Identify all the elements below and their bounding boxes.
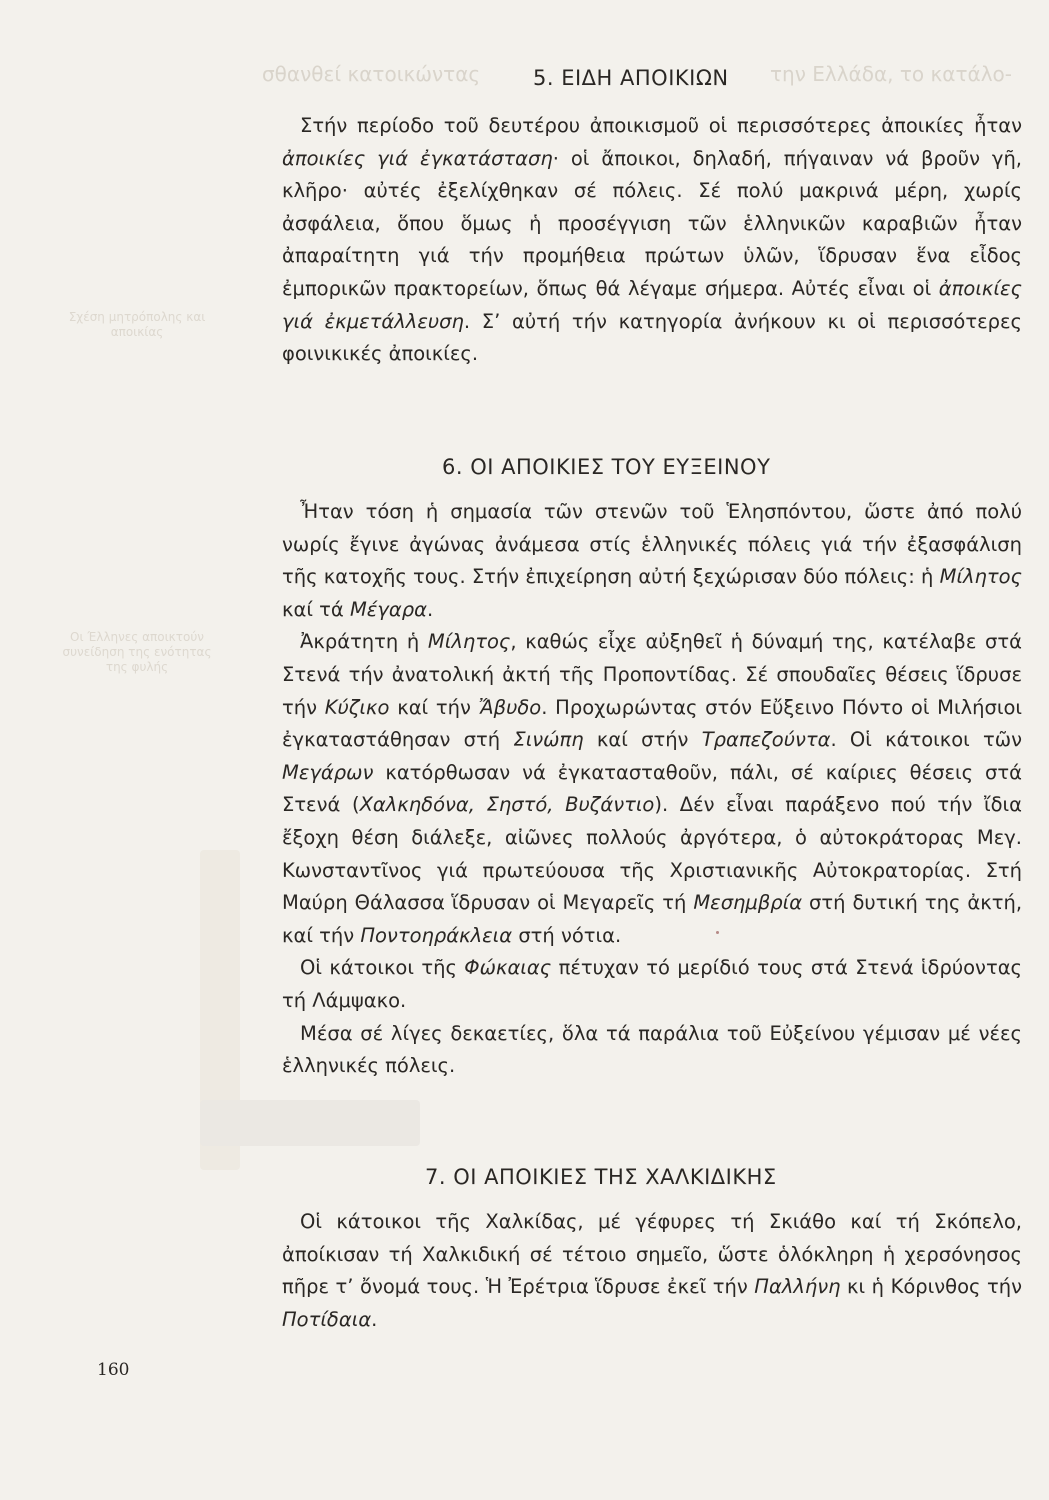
paragraph: [282, 496, 1022, 626]
show-through-map-label: [200, 1100, 420, 1146]
text-run: στή δυτική της ἀκτή, καί τήν: [282, 891, 1023, 947]
section-body: [282, 1206, 1022, 1336]
ink-speck: [716, 931, 719, 934]
paragraph: [282, 626, 1022, 952]
text-run: .: [371, 1307, 378, 1331]
italic-term: Μίλητος: [427, 630, 511, 654]
show-through-side-note: Σχέση μητρόπολης και αποικίας: [68, 310, 206, 339]
text-run: Στήν περίοδο τοῦ δευτέρου ἀποικισμοῦ οἱ περισσότερες ἀποικίες ἦταν: [300, 114, 1022, 137]
text-run: Ἦταν τόση ἡ σημασία τῶν στενῶν τοῦ Ἑλησπόντου, ὥστε ἀπό πολύ νωρίς ἔγινε ἀγώνας ἀνάμεσα στίς ἑλληνικές πόλεις γιά τήν ἐξασφάλιση τῆς κατοχῆς τους. Στήν ἐπιχείρηση αὐτή ξεχώρισαν δύο πόλεις: ἡ: [282, 500, 1022, 589]
text-run: · οἱ ἄποικοι, δηλαδή, πήγαιναν νά βροῦν γῆ, κλῆρο· αὐτές ἐξελίχθηκαν σέ πόλεις. Σέ πολύ μακρινά μέρη, χωρίς ἀσφάλεια, ὅπου ὅμως ἡ προσέγγιση τῶν ἑλληνικῶν καραβιῶν ἦταν ἀπαραίτητη γιά τήν προμήθεια πρώτων ὑλῶν, ἵδρυσαν ἕνα εἶδος ἐμπορικῶν πρακτορείων, ὅπως θά λέγαμε σήμερα. Αὐτές εἶναι οἱ: [282, 146, 1022, 300]
section-body: [282, 110, 1022, 371]
text-run: στή νότια.: [512, 923, 622, 947]
italic-term: ἀποικίες γιά ἐκμετάλλευση: [282, 276, 1022, 333]
italic-term: Ποντοηράκλεια: [360, 923, 513, 947]
italic-term: Παλλήνη: [754, 1275, 841, 1299]
paragraph: [282, 110, 1022, 371]
text-run: κατόρθωσαν νά ἐγκατασταθοῦν, πάλι, σέ καίριες θέσεις στά Στενά (: [282, 760, 1022, 817]
text-run: καί τά: [282, 597, 350, 621]
show-through-text: την Ελλάδα, το κατάλο-: [770, 62, 1012, 86]
text-run: , καθώς εἶχε αὐξηθεῖ ἡ δύναμή της, κατέλαβε στά Στενά τήν ἀνατολική ἀκτή τῆς Προποντίδας. Σέ σπουδαῖες θέσεις ἵδρυσε τήν: [282, 630, 1022, 719]
italic-term: Χαλκηδόνα, Σηστό, Βυζάντιο: [359, 793, 655, 817]
text-run: Ἀκράτητη ἡ: [300, 630, 428, 654]
italic-term: Μίλητος: [939, 565, 1022, 589]
text-run: . Οἱ κάτοικοι τῶν: [830, 728, 1023, 752]
section-heading: 6. ΟΙ ΑΠΟΙΚΙΕΣ ΤΟΥ ΕΥΞΕΙΝΟΥ: [442, 455, 771, 479]
section-heading: 5. ΕΙΔΗ ΑΠΟΙΚΙΩΝ: [533, 66, 729, 90]
show-through-text: σθανθεί κατοικώντας: [262, 62, 481, 86]
italic-term: Τραπεζούντα: [701, 728, 831, 752]
text-run: ). Δέν εἶναι παράξενο πού τήν ἴδια ἔξοχη θέση διάλεξε, αἰῶνες πολλούς ἀργότερα, ὁ αὐτοκράτορας Μεγ. Κωνσταντῖνος γιά πρωτεύουσα τῆς Χριστιανικῆς Αὐτοκρατορίας. Στή Μαύρη Θάλασσα ἵδρυσαν οἱ Μεγαρεῖς τή: [282, 793, 1022, 915]
paragraph: [282, 1018, 1022, 1083]
italic-term: Σινώπη: [513, 728, 584, 752]
show-through-side-note: Οι Έλληνες αποικτούν συνείδηση της ενότητας της φυλής: [62, 630, 212, 674]
paragraph: [282, 952, 1022, 1017]
text-run: . Σ’ αὐτή τήν κατηγορία ἀνήκουν κι οἱ περισσότερες φοινικικές ἀποικίες.: [282, 309, 1022, 366]
italic-term: Φώκαιας: [464, 956, 552, 980]
italic-term: Ἄβυδο: [478, 695, 542, 719]
text-run: Οἱ κάτοικοι τῆς Χαλκίδας, μέ γέφυρες τή Σκιάθο καί τή Σκόπελο, ἀποίκισαν τή Χαλκιδική σέ τέτοιο σημεῖο, ὥστε ὁλόκληρη ἡ χερσόνησος πῆρε τ’ ὄνομά τους. Ἡ Ἐρέτρια ἵδρυσε ἐκεῖ τήν: [282, 1210, 1022, 1299]
section-heading: 7. ΟΙ ΑΠΟΙΚΙΕΣ ΤΗΣ ΧΑΛΚΙΔΙΚΗΣ: [425, 1165, 777, 1189]
text-run: Οἱ κάτοικοι τῆς: [300, 956, 465, 980]
text-run: κι ἡ Κόρινθος τήν: [840, 1275, 1022, 1299]
italic-term: Κύζικο: [324, 695, 390, 719]
italic-term: Μέγαρα: [349, 597, 427, 621]
section-body: [282, 496, 1022, 1083]
page-number: 160: [97, 1360, 130, 1380]
italic-term: Μεγάρων: [282, 760, 374, 784]
text-run: Μέσα σέ λίγες δεκαετίες, ὅλα τά παράλια τοῦ Εὐξείνου γέμισαν μέ νέες ἑλληνικές πόλεις.: [282, 1021, 1022, 1078]
paragraph: [282, 1206, 1022, 1336]
italic-term: Μεσημβρία: [693, 891, 803, 915]
text-run: .: [426, 597, 434, 621]
text-run: πέτυχαν τό μερίδιό τους στά Στενά ἱδρύοντας τή Λάμψακο.: [282, 956, 1022, 1012]
italic-term: ἀποικίες γιά ἐγκατάσταση: [282, 146, 553, 170]
italic-term: Ποτίδαια: [282, 1307, 372, 1331]
text-run: καί στήν: [583, 728, 702, 752]
text-run: . Προχωρώντας στόν Εὔξεινο Πόντο οἱ Μιλήσιοι ἐγκαταστάθησαν στή: [282, 695, 1022, 752]
text-run: καί τήν: [389, 695, 479, 719]
